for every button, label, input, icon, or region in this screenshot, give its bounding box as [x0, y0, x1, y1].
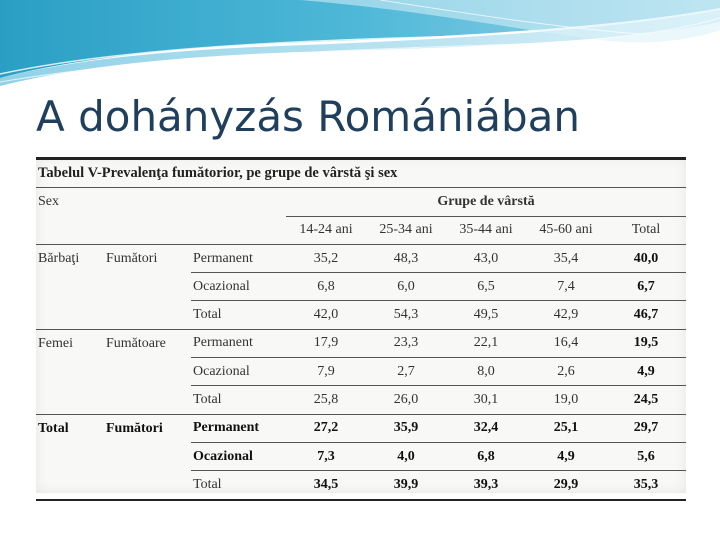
cell-value: 46,7 [606, 301, 686, 329]
cell-value: 32,4 [446, 414, 526, 442]
cell-value: 4,9 [606, 358, 686, 386]
cell-value: 19,0 [526, 386, 606, 414]
table-row [36, 414, 686, 442]
table-caption: Tabelul V-Prevalenţa fumătorior, pe grupe de vârstă şi sex [36, 159, 686, 188]
cell-value: 42,0 [286, 301, 366, 329]
cell-value: 6,8 [286, 273, 366, 301]
cell-value: 5,6 [606, 442, 686, 470]
cell-value: 23,3 [366, 329, 446, 357]
cell-value: 35,9 [366, 414, 446, 442]
row-label: Permanent [191, 329, 286, 357]
age-group-header: Grupe de vârstă [286, 188, 686, 216]
cell-value: 42,9 [526, 301, 606, 329]
group-label: Fumători [106, 250, 158, 266]
sex-label: Femei [38, 335, 73, 351]
cell-value: 24,5 [606, 386, 686, 414]
cell-value: 54,3 [366, 301, 446, 329]
table-row [36, 471, 686, 500]
slide-title: A dohányzás Romániában [36, 92, 580, 141]
cell-value: 25,1 [526, 414, 606, 442]
cell-value: 17,9 [286, 329, 366, 357]
row-label: Total [191, 301, 286, 329]
cell-value: 6,8 [446, 442, 526, 470]
cell-value: 2,6 [526, 358, 606, 386]
group-label: Fumători [106, 420, 163, 436]
header-wave-decoration [0, 0, 720, 90]
sex-label: Total [38, 420, 69, 436]
cell-value: 8,0 [446, 358, 526, 386]
row-label: Ocazional [191, 358, 286, 386]
cell-value: 6,5 [446, 273, 526, 301]
row-label: Ocazional [191, 442, 286, 470]
cell-value: 26,0 [366, 386, 446, 414]
cell-value: 4,0 [366, 442, 446, 470]
column-header: 35-44 ani [446, 216, 526, 244]
row-label: Ocazional [191, 273, 286, 301]
cell-value: 40,0 [606, 244, 686, 272]
cell-value: 4,9 [526, 442, 606, 470]
table-row [36, 386, 686, 414]
cell-value: 35,3 [606, 471, 686, 500]
table-row [36, 273, 686, 301]
column-header: 14-24 ani [286, 216, 366, 244]
cell-value: 49,5 [446, 301, 526, 329]
table-row [36, 301, 686, 329]
sex-label: Bărbaţi [38, 250, 80, 266]
cell-value: 16,4 [526, 329, 606, 357]
column-header: Total [606, 216, 686, 244]
cell-value: 2,7 [366, 358, 446, 386]
cell-value: 29,9 [526, 471, 606, 500]
cell-value: 6,0 [366, 273, 446, 301]
table-row [36, 244, 686, 272]
row-label: Permanent [191, 244, 286, 272]
cell-value: 30,1 [446, 386, 526, 414]
cell-value: 35,4 [526, 244, 606, 272]
cell-value: 29,7 [606, 414, 686, 442]
cell-value: 48,3 [366, 244, 446, 272]
table-row [36, 442, 686, 470]
cell-value: 27,2 [286, 414, 366, 442]
cell-value: 7,9 [286, 358, 366, 386]
column-header: 45-60 ani [526, 216, 606, 244]
cell-value: 6,7 [606, 273, 686, 301]
cell-value: 22,1 [446, 329, 526, 357]
cell-value: 25,8 [286, 386, 366, 414]
row-label: Total [191, 471, 286, 500]
table-image [36, 157, 686, 493]
group-label: Fumătoare [106, 335, 166, 351]
cell-value: 7,3 [286, 442, 366, 470]
cell-value: 7,4 [526, 273, 606, 301]
cell-value: 34,5 [286, 471, 366, 500]
sex-header: Sex [38, 194, 59, 210]
row-label: Total [191, 386, 286, 414]
prevalence-table [36, 157, 686, 501]
cell-value: 43,0 [446, 244, 526, 272]
cell-value: 39,9 [366, 471, 446, 500]
cell-value: 19,5 [606, 329, 686, 357]
cell-value: 35,2 [286, 244, 366, 272]
column-header: 25-34 ani [366, 216, 446, 244]
table-row [36, 358, 686, 386]
cell-value: 39,3 [446, 471, 526, 500]
row-label: Permanent [191, 414, 286, 442]
table-row [36, 329, 686, 357]
